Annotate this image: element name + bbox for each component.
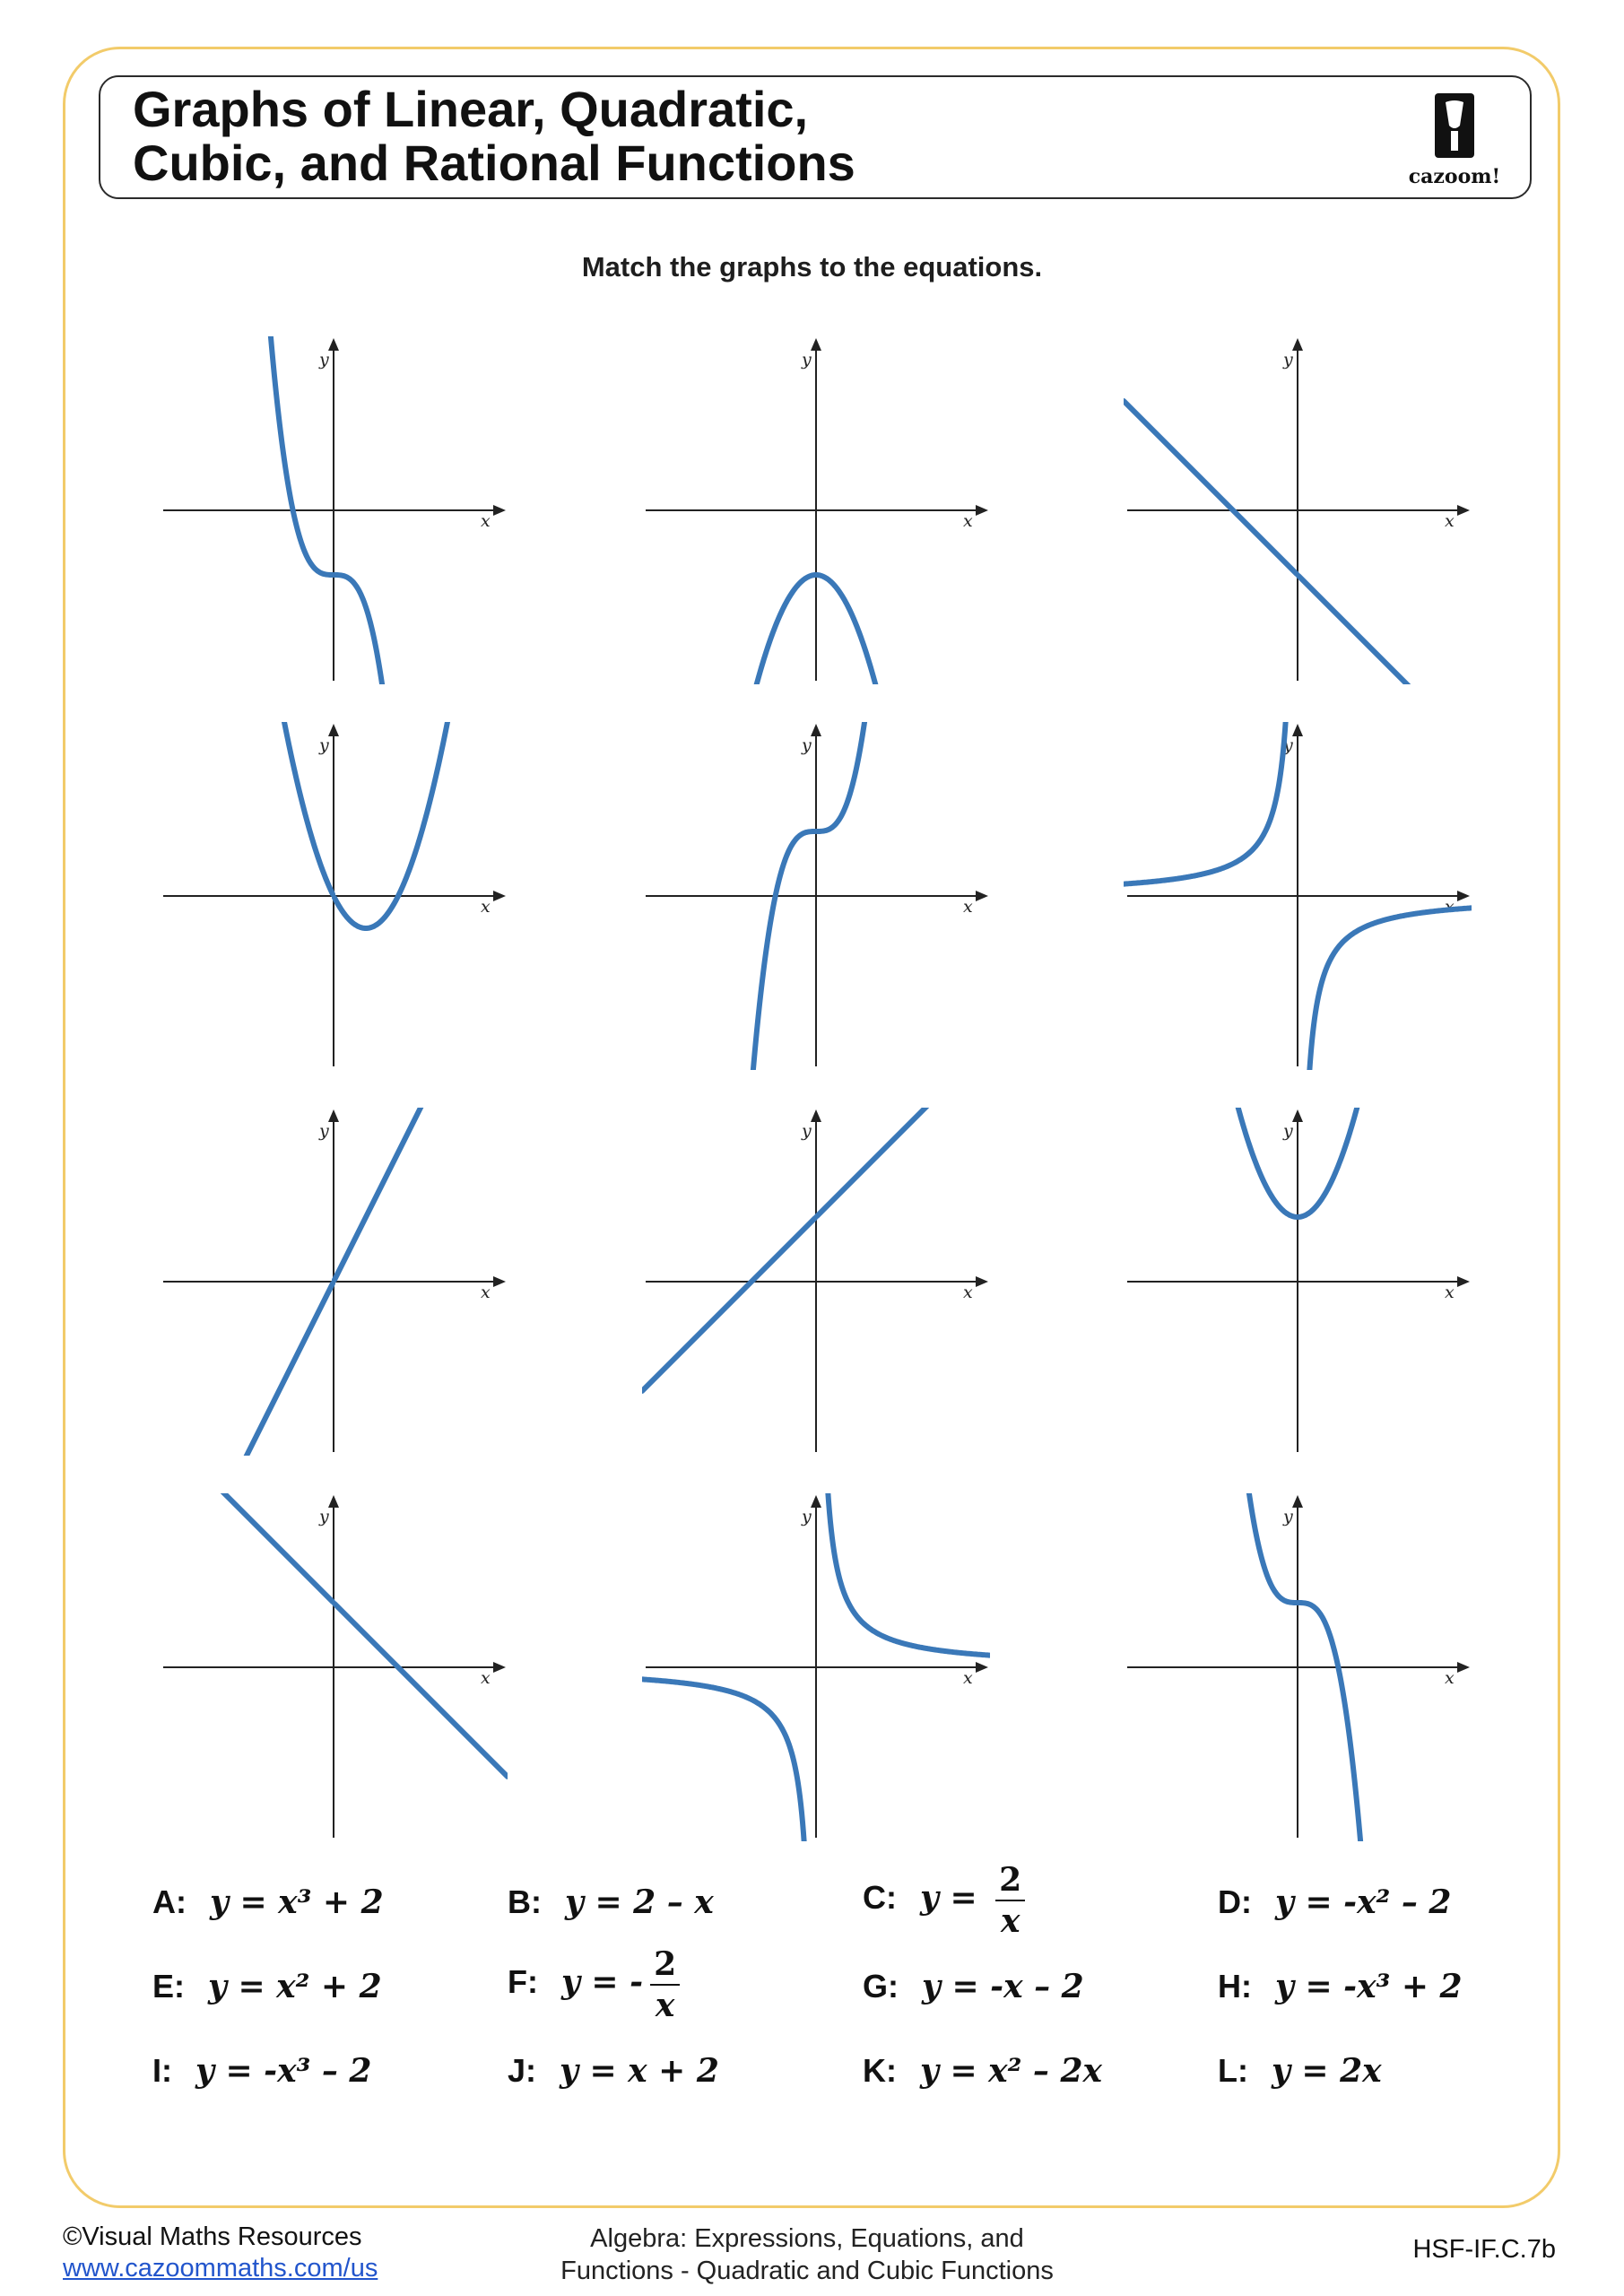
cazoom-logo xyxy=(1401,90,1508,188)
graph-svg xyxy=(642,336,990,684)
x-axis-label: x xyxy=(481,511,491,531)
y-axis-arrow xyxy=(811,338,821,351)
graph-panel xyxy=(160,722,508,1070)
logo-text: cazoom! xyxy=(1408,165,1501,188)
answer-a: A: y = x³ + 2 xyxy=(152,1883,384,1921)
y-axis-arrow xyxy=(328,338,339,351)
x-axis-label: x xyxy=(1445,897,1455,917)
answer-b: B: y = 2 – x xyxy=(508,1883,714,1921)
instruction-text: Match the graphs to the equations. xyxy=(581,251,1043,283)
y-axis-arrow xyxy=(1292,724,1303,736)
x-axis-arrow xyxy=(1457,1662,1470,1673)
function-curve xyxy=(642,1218,815,1391)
x-axis-arrow xyxy=(1457,1276,1470,1287)
x-axis-label: x xyxy=(1445,1668,1455,1688)
topic-line-2: Functions - Quadratic and Cubic Functions xyxy=(560,2257,1054,2285)
graph-panel xyxy=(160,1493,508,1841)
graph-svg xyxy=(160,1108,508,1456)
graph-svg xyxy=(642,1108,990,1456)
y-axis-arrow xyxy=(811,1109,821,1122)
y-axis-arrow xyxy=(1292,338,1303,351)
x-axis-arrow xyxy=(976,1276,988,1287)
y-axis-label: y xyxy=(319,350,329,370)
y-axis-arrow xyxy=(328,1109,339,1122)
fraction: $\frac{2}{x}$ xyxy=(995,1864,1025,1937)
cazoom-logo-icon xyxy=(1401,90,1508,161)
graph-panel xyxy=(1124,722,1472,1070)
graph-svg xyxy=(160,722,508,1070)
y-axis-label: y xyxy=(1283,1507,1293,1526)
footer-credits xyxy=(63,2222,378,2283)
graph-panel xyxy=(160,1108,508,1456)
website-link[interactable]: www.cazoommaths.com/us xyxy=(63,2254,378,2283)
graph-svg xyxy=(1124,722,1472,1070)
y-axis-arrow xyxy=(328,1495,339,1508)
answer-l: L: y = 2x xyxy=(1218,2052,1382,2090)
x-axis-arrow xyxy=(976,891,988,901)
graph-panel xyxy=(160,336,508,684)
y-axis-arrow xyxy=(1292,1109,1303,1122)
standard-code: HSF-IF.C.7b xyxy=(1412,2235,1556,2264)
graph-svg xyxy=(1124,1493,1472,1841)
title-line-2: Cubic, and Rational Functions xyxy=(133,135,855,191)
y-axis-label: y xyxy=(319,1121,329,1141)
x-axis-label: x xyxy=(481,1283,491,1302)
x-axis-label: x xyxy=(963,511,973,531)
graph-panel xyxy=(1124,336,1472,684)
y-axis-label: y xyxy=(802,1121,812,1141)
title-line-1: Graphs of Linear, Quadratic, xyxy=(133,81,809,137)
worksheet-header xyxy=(99,75,1532,199)
y-axis-label: y xyxy=(1283,1121,1293,1141)
answer-e: E: y = x² + 2 xyxy=(152,1968,382,2005)
answer-g: G: y = -x – 2 xyxy=(863,1968,1084,2005)
answer-d: D: y = -x² – 2 xyxy=(1218,1883,1452,1921)
fraction: $\frac{2}{x}$ xyxy=(650,1948,680,2022)
y-axis-label: y xyxy=(802,1507,812,1526)
x-axis-arrow xyxy=(976,1662,988,1673)
function-curve xyxy=(1124,401,1297,574)
x-axis-arrow xyxy=(493,891,506,901)
answer-i: I: y = -x³ – 2 xyxy=(152,2052,372,2090)
x-axis-arrow xyxy=(1457,505,1470,516)
x-axis-arrow xyxy=(493,505,506,516)
graph-panel xyxy=(642,1493,990,1841)
answer-j: J: y = x + 2 xyxy=(508,2052,719,2090)
answer-c: C: y = $\frac{2}{x}$ xyxy=(863,1864,1025,1937)
footer-topic xyxy=(556,2222,1058,2287)
topic-line-1: Algebra: Expressions, Equations, and xyxy=(590,2224,1024,2253)
x-axis-label: x xyxy=(963,1668,973,1688)
x-axis-arrow xyxy=(493,1276,506,1287)
graph-panel xyxy=(642,722,990,1070)
x-axis-arrow xyxy=(976,505,988,516)
x-axis-arrow xyxy=(493,1662,506,1673)
graph-panel xyxy=(642,1108,990,1456)
x-axis-label: x xyxy=(963,1283,973,1302)
copyright-text: ©Visual Maths Resources xyxy=(63,2222,362,2251)
graph-svg xyxy=(160,1493,508,1841)
x-axis-arrow xyxy=(1457,891,1470,901)
graph-svg xyxy=(642,1493,990,1841)
y-axis-label: y xyxy=(319,1507,329,1526)
x-axis-label: x xyxy=(1445,511,1455,531)
y-axis-arrow xyxy=(811,1495,821,1508)
answer-k: K: y = x² – 2x xyxy=(863,2052,1102,2090)
answer-f: F: y = - $\frac{2}{x}$ xyxy=(508,1948,680,2022)
y-axis-arrow xyxy=(328,724,339,736)
y-axis-label: y xyxy=(319,735,329,755)
x-axis-label: x xyxy=(1445,1283,1455,1302)
graph-svg xyxy=(1124,336,1472,684)
x-axis-label: x xyxy=(481,1668,491,1688)
y-axis-arrow xyxy=(1292,1495,1303,1508)
x-axis-label: x xyxy=(481,897,491,917)
graph-svg xyxy=(1124,1108,1472,1456)
x-axis-label: x xyxy=(963,897,973,917)
y-axis-label: y xyxy=(1283,735,1293,755)
graph-panel xyxy=(1124,1493,1472,1841)
function-curve xyxy=(334,1604,508,1777)
y-axis-label: y xyxy=(802,735,812,755)
y-axis-label: y xyxy=(1283,350,1293,370)
graph-svg xyxy=(642,722,990,1070)
graph-svg xyxy=(160,336,508,684)
worksheet-title xyxy=(133,83,855,190)
y-axis-arrow xyxy=(811,724,821,736)
answer-h: H: y = -x³ + 2 xyxy=(1218,1968,1463,2005)
y-axis-label: y xyxy=(802,350,812,370)
graph-panel xyxy=(642,336,990,684)
graph-panel xyxy=(1124,1108,1472,1456)
